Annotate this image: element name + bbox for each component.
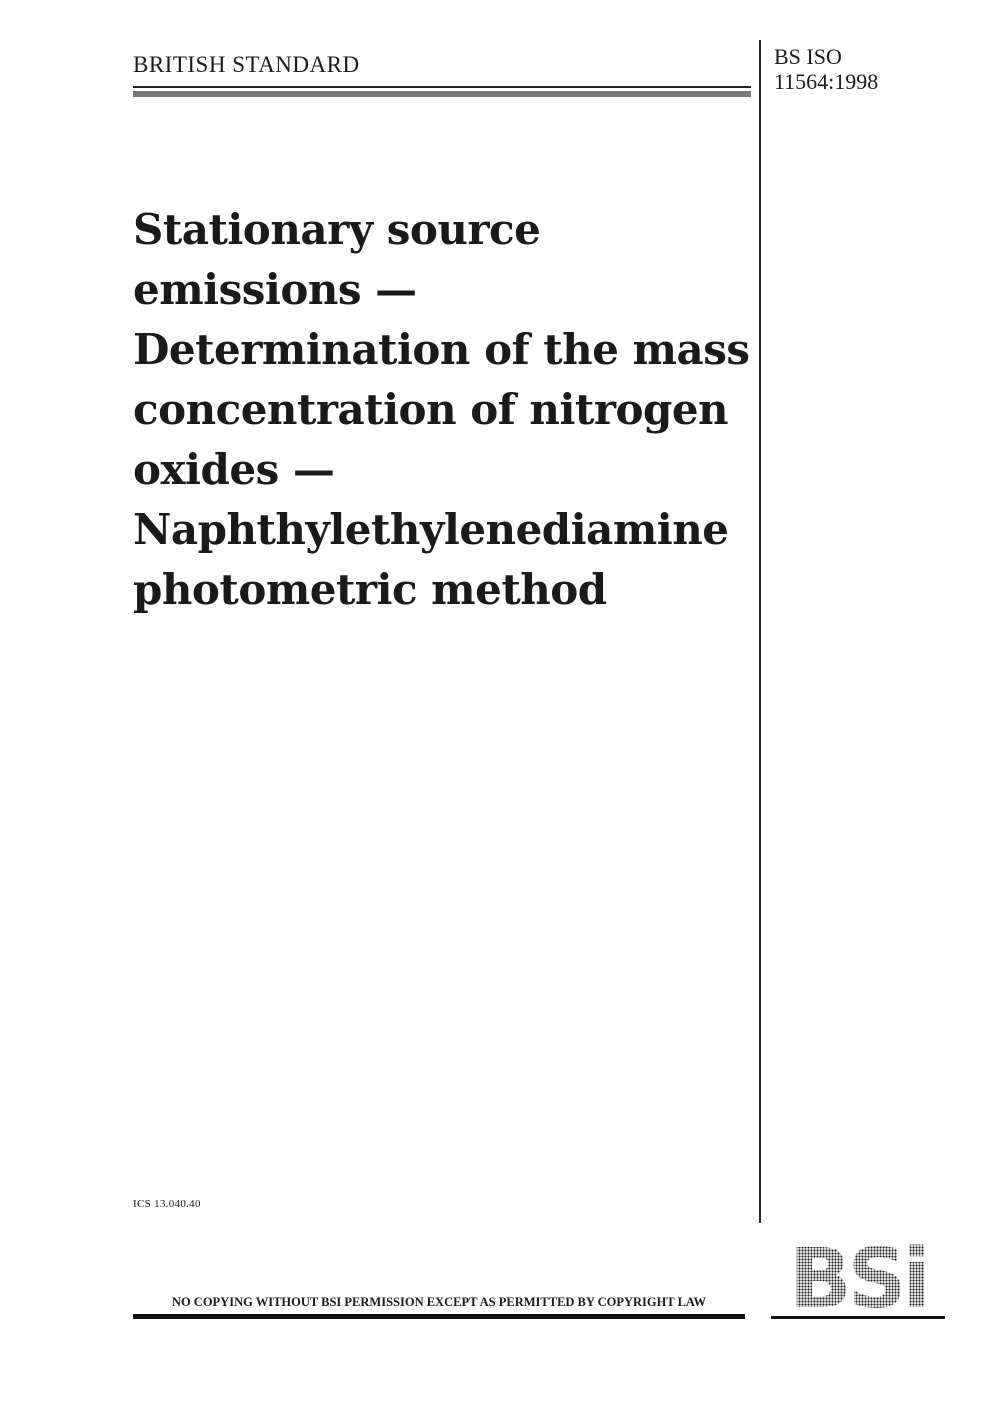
- header-thin-rule: [133, 86, 751, 88]
- title-line: Naphthylethylenediamine: [133, 505, 729, 554]
- header-thick-rule: [133, 91, 751, 97]
- footer-rule: [133, 1314, 745, 1319]
- standard-number-line2: 11564:1998: [774, 69, 879, 94]
- ics-code: ICS 13.040.40: [133, 1198, 201, 1210]
- bsi-logo: [771, 1243, 945, 1313]
- series-label: BRITISH STANDARD: [133, 52, 360, 77]
- title-line: Stationary source: [133, 205, 541, 254]
- logo-underline: [771, 1316, 945, 1319]
- bsi-logo-lettering: BSi: [789, 1243, 927, 1313]
- standard-number: [774, 44, 878, 94]
- header-rules: [133, 86, 751, 97]
- copyright-notice: NO COPYING WITHOUT BSI PERMISSION EXCEPT AS PERMITTED BY COPYRIGHT LAW: [171, 1295, 707, 1309]
- vertical-divider: [759, 40, 761, 1223]
- title-line: emissions —: [133, 265, 417, 314]
- title-line: concentration of nitrogen: [133, 385, 729, 434]
- standard-number-line1: BS ISO: [774, 44, 842, 69]
- document-title: [133, 200, 753, 620]
- title-line: oxides —: [133, 445, 335, 494]
- title-line: photometric method: [133, 565, 607, 614]
- title-line: Determination of the mass: [133, 325, 750, 374]
